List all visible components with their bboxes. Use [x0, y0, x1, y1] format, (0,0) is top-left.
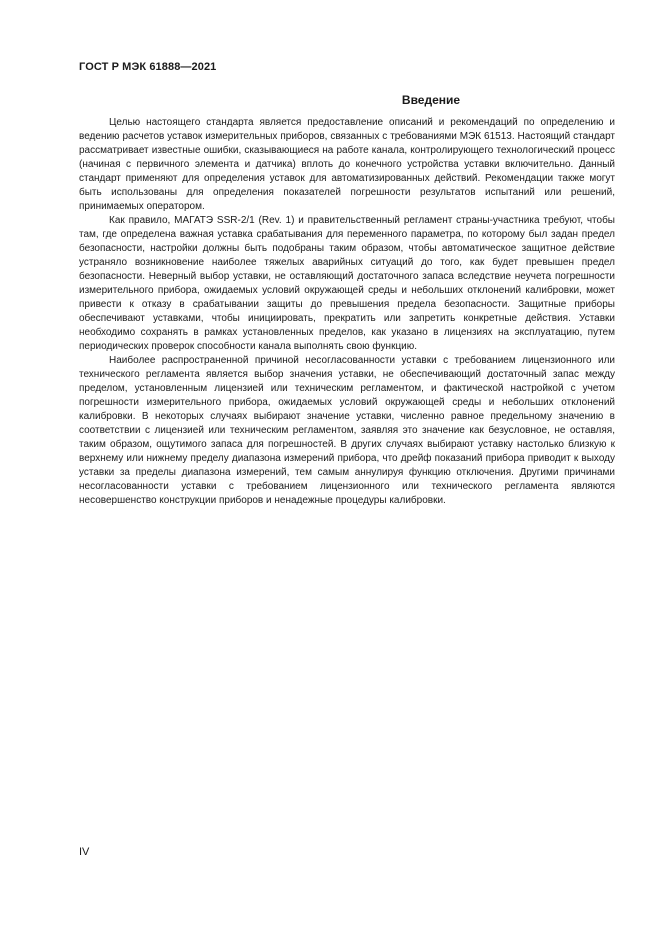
- paragraph-3: Наиболее распространенной причиной несогласованности уставки с требованием лицензионного или технического регламента является выбор значения уставки, не обеспечивающий достаточный запас между пределом, установленным лицензией или техническим регламентом, и фактической настройкой с учетом погрешности измерительного прибора, ожидаемых условий окружающей среды и небольших отклонений калибровки. В некоторых случаях выбирают значение уставки, численно равное предельному значению в соответствии с лицензией или техническим регламентом, заявляя это значение как безусловное, не оставляя, таким образом, ощутимого запаса для погрешностей. В других случаях выбирают уставку настолько близкую к верхнему или нижнему пределу диапазона измерений прибора, что дрейф показаний прибора приводит к выходу уставки за пределы диапазона измерений, тем самым аннулируя функцию отключения. Другими причинами несогласованности уставки с требованием лицензионного или технического регламента являются несовершенство конструкции приборов и ненадежные процедуры калибровки.: [79, 355, 615, 506]
- section-title: Введение: [401, 93, 461, 107]
- page-number: IV: [79, 846, 90, 858]
- paragraph-1: Целью настоящего стандарта является предоставление описаний и рекомендаций по определению и ведению расчетов уставок измерительных приборов, связанных с требованиями МЭК 61513. Настоящий стандарт рассматривает известные ошибки, сказывающиеся на работе канала, контролирующего технологический процесс (начиная с первичного элемента и датчика) вплоть до конечного устройства уставки включительно. Данный стандарт применяют для определения уставок для автоматизированных действий. Рекомендации также могут быть использованы для определения показателей погрешности результатов испытаний или решений, принимаемых оператором.: [79, 117, 615, 212]
- paragraph-2: Как правило, МАГАТЭ SSR-2/1 (Rev. 1) и правительственный регламент страны-участника требуют, чтобы там, где определена важная уставка срабатывания для переменного параметра, по которому был задан предел безопасности, настройки должны быть подобраны таким образом, чтобы автоматическое защитное действие устраняло возникновение наиболее тяжелых аварийных ситуаций до того, как будет превышен предел безопасности. Неверный выбор уставки, не оставляющий достаточного запаса вследствие неучета погрешности измерительного прибора, ожидаемых условий окружающей среды и небольших отклонений калибровки, может привести к отказу в срабатывании защиты до превышения предела безопасности. Защитные приборы обеспечивают уставками, чтобы инициировать, прекратить или запретить конкретные действия. Уставки необходимо сохранять в рамках установленных пределов, как указано в лицензиях на эксплуатацию, путем периодических проверок способности канала выполнять свою функцию.: [79, 215, 615, 352]
- body-text: [79, 116, 615, 508]
- standard-identifier: ГОСТ Р МЭК 61888—2021: [79, 61, 217, 73]
